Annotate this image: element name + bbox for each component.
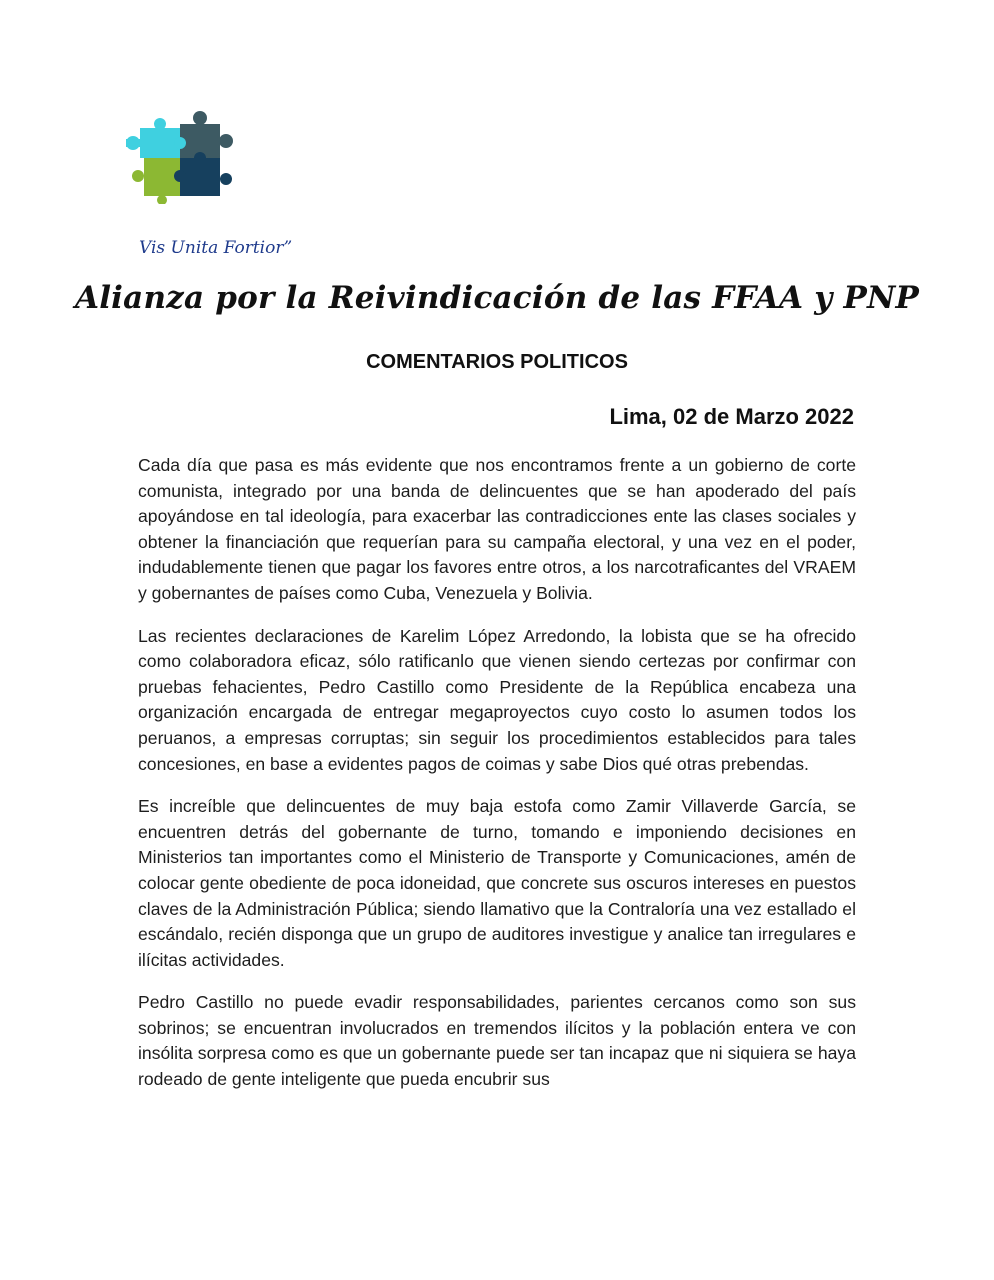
puzzle-piece-green bbox=[132, 158, 180, 204]
paragraph: Las recientes declaraciones de Karelim López Arredondo, la lobista que se ha ofrecido como colaboradora eficaz, sólo ratificanlo que vienen siendo certezas por confirmar con pruebas fehacientes, Pedro Castillo como Presidente de la República encabeza una organización encargada de entregar megaproyectos cuyo costo lo asumen todos los peruanos, a empresas corruptas; sin seguir los procedimientos establecidos para tales concesiones, en base a evidentes pagos de coimas y sabe Dios qué otras prebendas. bbox=[138, 625, 856, 774]
puzzle-logo bbox=[122, 108, 242, 204]
puzzle-piece-cyan bbox=[126, 118, 180, 158]
paragraph: Pedro Castillo no puede evadir responsabilidades, parientes cercanos como son sus sobrinos; se encuentran involucrados en tremendos ilícitos y la población entera ve con insólita sorpresa como es que un gobernante puede ser tan incapaz que ni siquiera se haya rodeado de gente inteligente que pueda encubrir sus bbox=[138, 992, 856, 1090]
document-heading: COMENTARIOS POLITICOS bbox=[366, 351, 628, 373]
motto: Vis Unita Fortior” bbox=[139, 238, 293, 258]
puzzle-piece-navy bbox=[174, 152, 232, 196]
document-body bbox=[138, 453, 856, 1110]
puzzle-piece-slate bbox=[180, 111, 233, 158]
organization-title: Alianza por la Reivindicación de las FFAA y PNP bbox=[74, 280, 920, 316]
paragraph: Es increíble que delincuentes de muy baja estofa como Zamir Villaverde García, se encuentren detrás del gobernante de turno, tomando e imponiendo decisiones en Ministerios tan importantes como el Ministerio de Transporte y Comunicaciones, amén de colocar gente obediente de poca idoneidad, que concrete sus oscuros intereses en puestos claves de la Administración Pública; siendo llamativo que la Contraloría una vez estallado el escándalo, recién disponga que un grupo de auditores investigue y analice tan irregulares e ilícitas actividades. bbox=[138, 796, 856, 970]
paragraph: Cada día que pasa es más evidente que nos encontramos frente a un gobierno de corte comunista, integrado por una banda de delincuentes que se han apoderado del país apoyándose en tal ideología, para exacerbar las contradicciones ente las clases sociales y obtener la financiación que requerían para su campaña electoral, y una vez en el poder, indudablemente tienen que pagar los favores entre otros, a los narcotraficantes del VRAEM y gobernantes de países como Cuba, Venezuela y Bolivia. bbox=[138, 455, 856, 603]
document-date: Lima, 02 de Marzo 2022 bbox=[609, 404, 854, 429]
